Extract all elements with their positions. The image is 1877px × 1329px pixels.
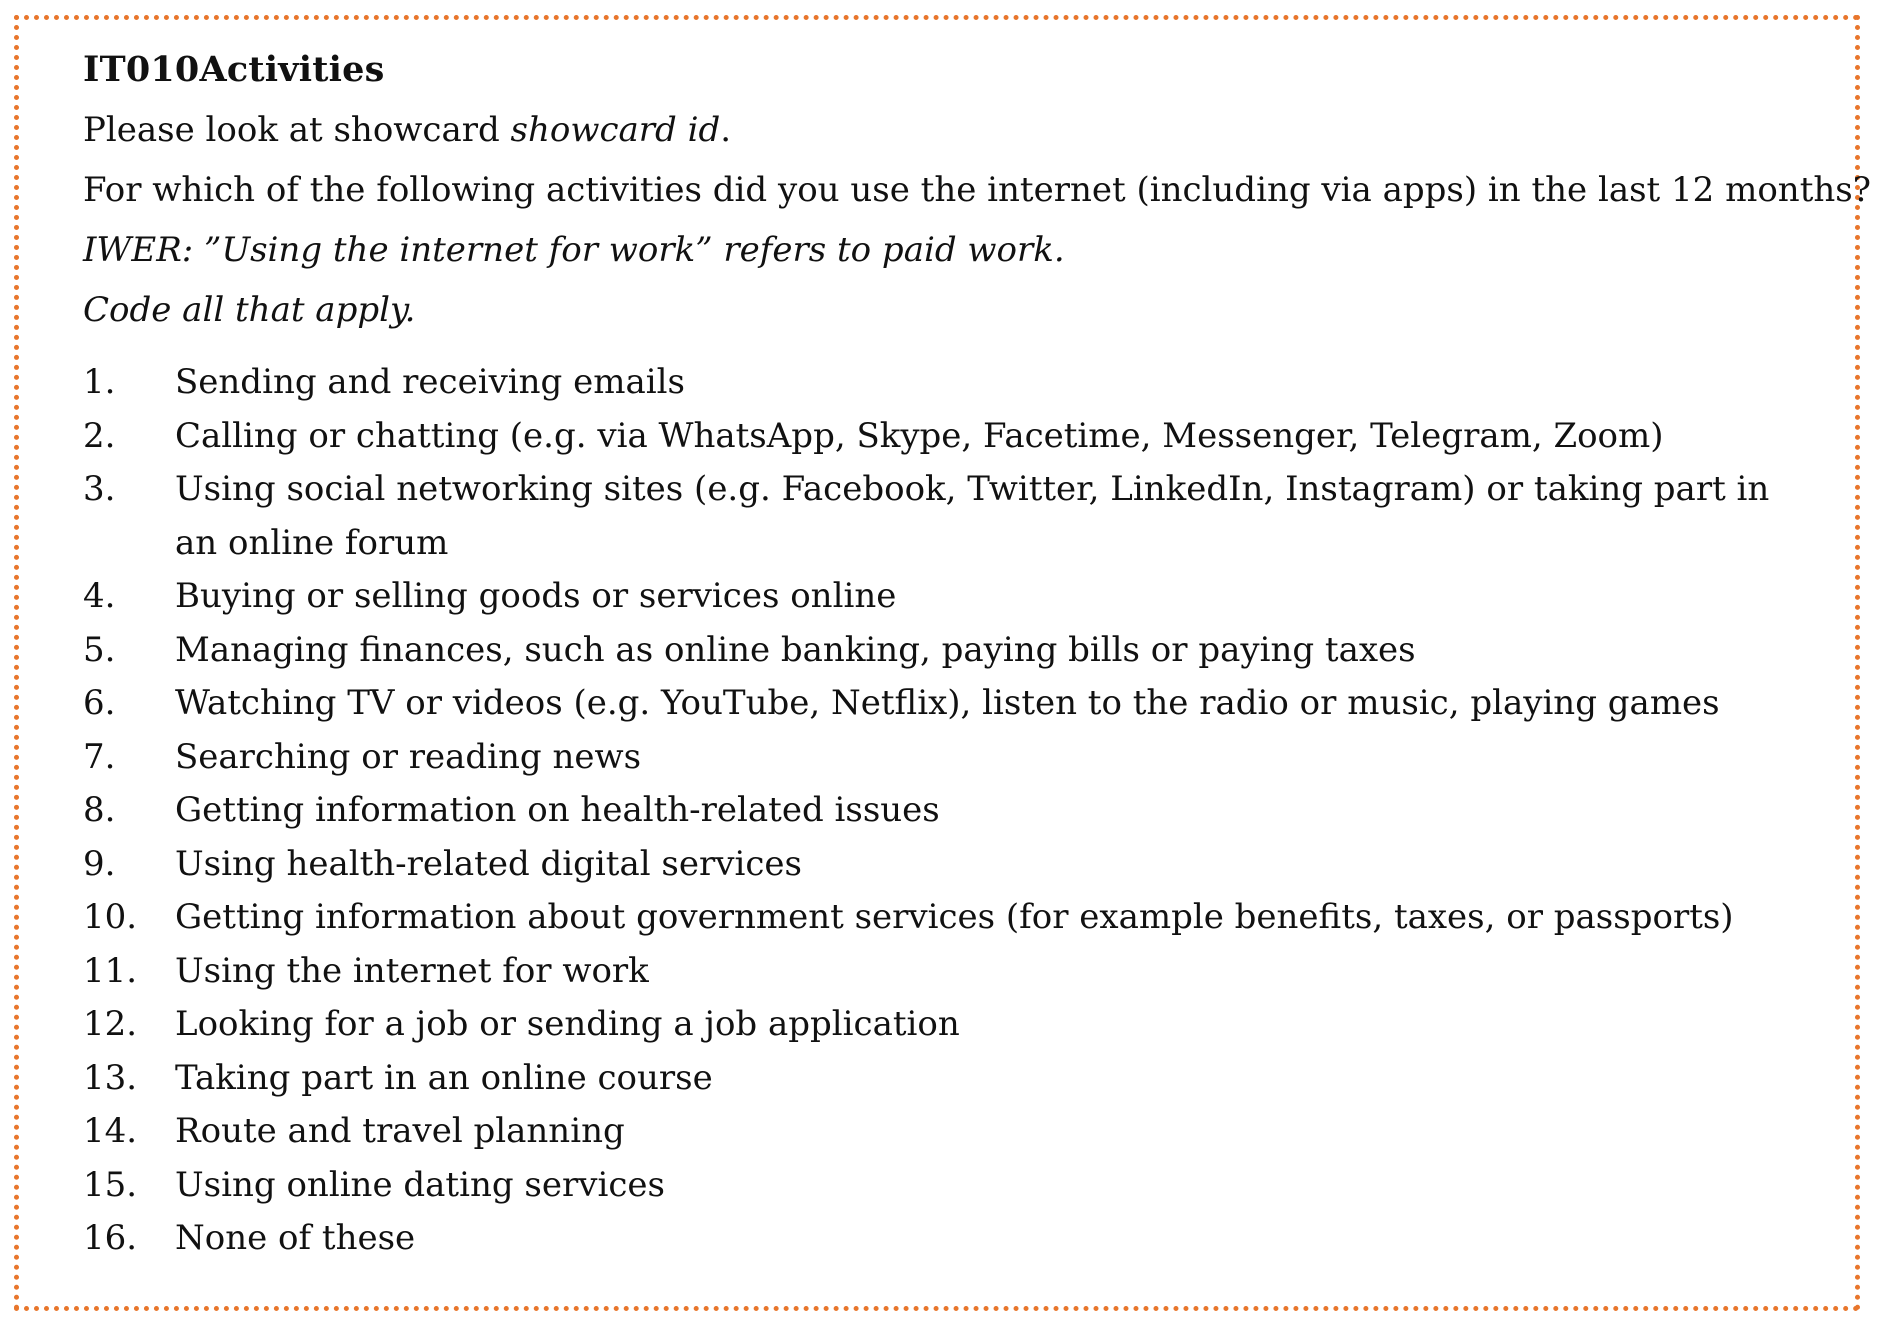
answer-options-list	[83, 356, 1793, 1266]
option-number: 5.	[83, 629, 116, 670]
option-number: 10.	[83, 897, 138, 937]
code-note: Code all that apply.	[83, 290, 416, 330]
option-number: 1.	[83, 362, 116, 402]
option-number: 11.	[83, 950, 138, 991]
answer-option	[83, 570, 1793, 624]
option-text: Sending and receiving emails	[175, 362, 685, 402]
answer-option	[83, 463, 1793, 570]
answer-option	[83, 624, 1793, 678]
answer-option	[83, 998, 1793, 1052]
answer-option	[83, 356, 1793, 410]
option-text: Getting information on health-related issues	[175, 790, 940, 830]
option-text: Getting information about government services (for example benefits, taxes, or passports)	[175, 897, 1734, 937]
showcard-instruction-prefix: Please look at showcard	[83, 110, 511, 150]
option-text: Looking for a job or sending a job application	[175, 1004, 960, 1044]
showcard-instruction	[83, 110, 1793, 150]
option-text: Searching or reading news	[175, 736, 642, 777]
option-number: 15.	[83, 1164, 138, 1205]
option-text: Using the internet for work	[175, 950, 649, 991]
option-number: 14.	[83, 1111, 138, 1151]
option-number: 3.	[83, 469, 116, 509]
showcard-instruction-suffix: .	[720, 110, 732, 150]
showcard-id: showcard id	[510, 110, 721, 150]
option-text: Using social networking sites (e.g. Facebook, Twitter, LinkedIn, Instagram) or taking part in an online forum	[175, 469, 1770, 563]
option-number: 6.	[83, 683, 116, 723]
option-number: 12.	[83, 1004, 138, 1044]
answer-option	[83, 731, 1793, 785]
iwer-note: IWER: ”Using the internet for work” refers to paid work.	[83, 230, 1065, 270]
option-text: None of these	[175, 1218, 416, 1258]
question-box	[14, 15, 1871, 1311]
option-text: Taking part in an online course	[175, 1057, 713, 1098]
option-text: Managing finances, such as online banking, paying bills or paying taxes	[175, 629, 1416, 670]
option-text: Buying or selling goods or services online	[175, 576, 897, 616]
answer-option	[83, 677, 1793, 731]
answer-option	[83, 784, 1793, 838]
question-text: For which of the following activities did you use the internet (including via apps) in the last 12 months?	[83, 170, 1871, 210]
option-text: Using health-related digital services	[175, 843, 802, 884]
option-text: Route and travel planning	[175, 1111, 625, 1151]
option-number: 13.	[83, 1057, 138, 1098]
option-number: 16.	[83, 1218, 138, 1258]
option-text: Calling or chatting (e.g. via WhatsApp, Skype, Facetime, Messenger, Telegram, Zoom)	[175, 415, 1664, 456]
option-text: Watching TV or videos (e.g. YouTube, Netflix), listen to the radio or music, playing games	[175, 683, 1720, 723]
answer-option	[83, 891, 1793, 945]
answer-option	[83, 838, 1793, 892]
option-number: 4.	[83, 576, 116, 616]
answer-option	[83, 1105, 1793, 1159]
answer-option	[83, 1052, 1793, 1106]
option-number: 2.	[83, 415, 116, 456]
answer-option	[83, 410, 1793, 464]
answer-option	[83, 1159, 1793, 1213]
answer-option	[83, 945, 1793, 999]
option-number: 9.	[83, 843, 116, 884]
answer-option	[83, 1212, 1793, 1266]
option-text: Using online dating services	[175, 1164, 665, 1205]
option-number: 8.	[83, 790, 116, 830]
option-number: 7.	[83, 736, 116, 777]
question-title: IT010Activities	[83, 49, 385, 90]
